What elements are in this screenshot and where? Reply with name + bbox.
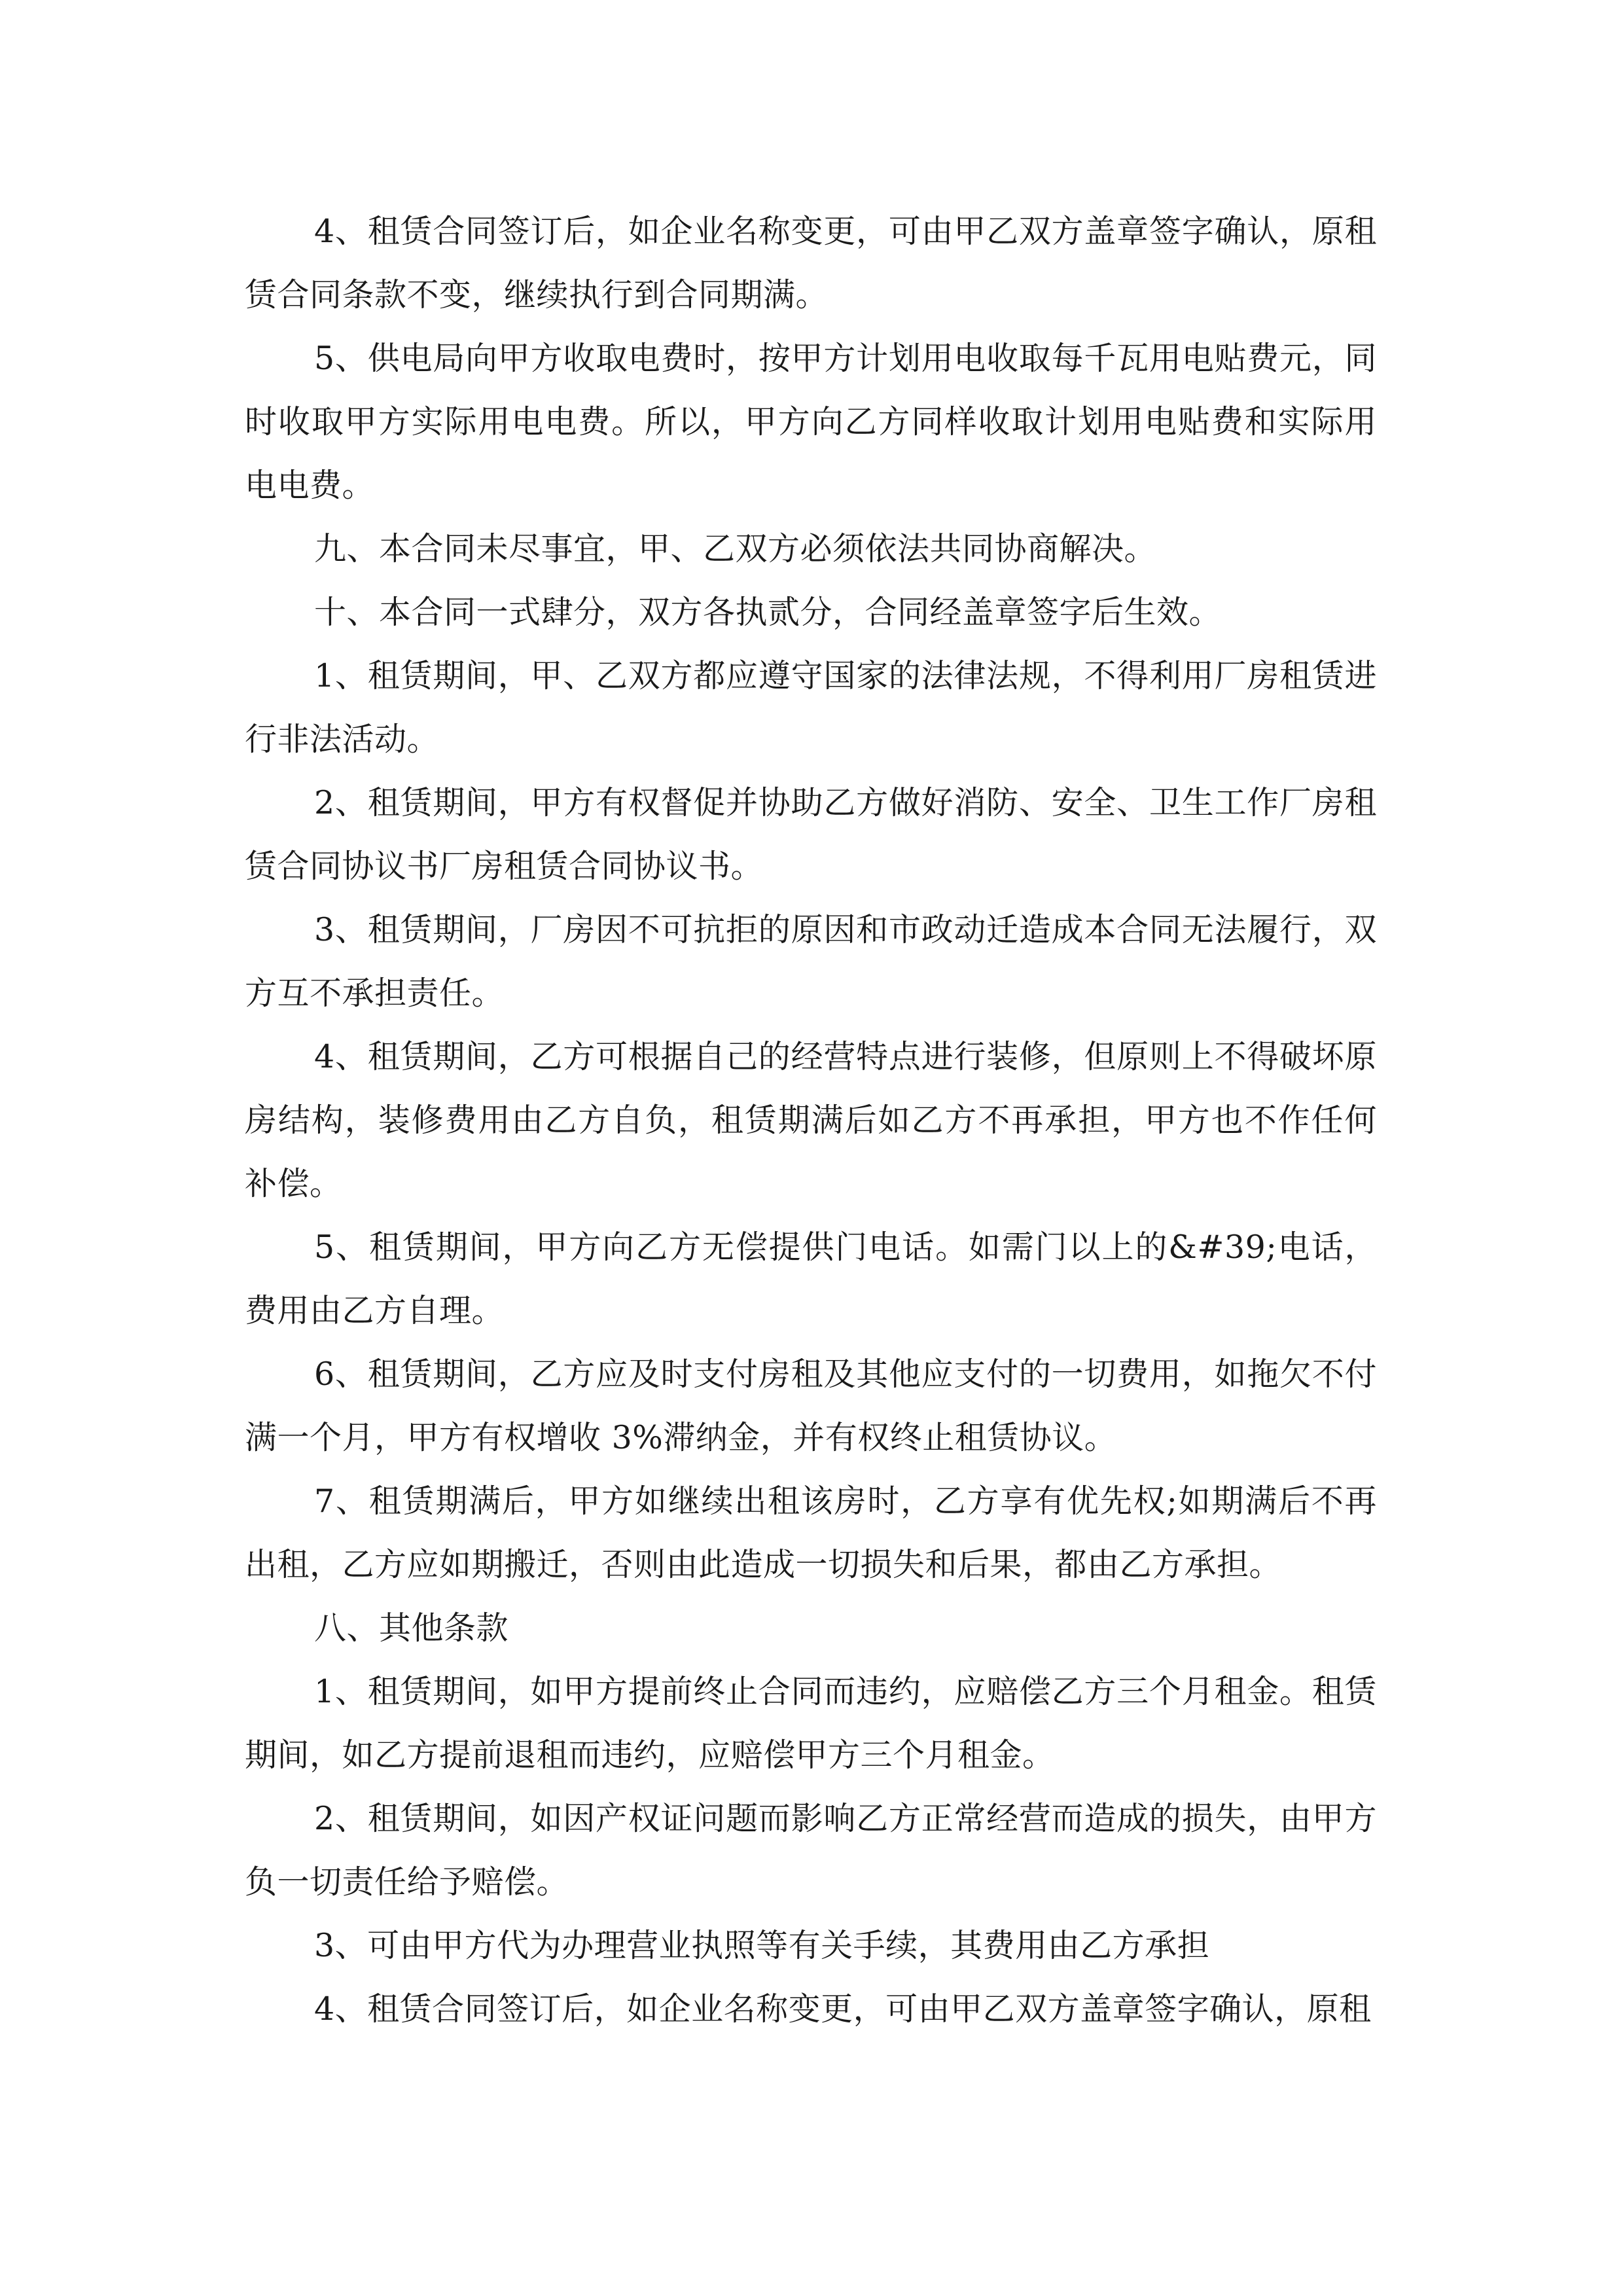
paragraph-lease-7: 7、租赁期满后，甲方如继续出租该房时，乙方享有优先权;如期满后不再出租，乙方应如期搬迁，否则由此造成一切损失和后果，都由乙方承担。 — [245, 1482, 1377, 1583]
paragraph-other-1: 1、租赁期间，如甲方提前终止合同而违约，应赔偿乙方三个月租金。租赁期间，如乙方提前退租而违约，应赔偿甲方三个月租金。 — [245, 1673, 1377, 1774]
paragraph-other-3: 3、可由甲方代为办理营业执照等有关手续，其费用由乙方承担 — [314, 1927, 1210, 1964]
paragraph-article-9: 九、本合同未尽事宜，甲、乙双方必须依法共同协商解决。 — [314, 530, 1157, 567]
paragraph-lease-5: 5、租赁期间，甲方向乙方无偿提供门电话。如需门以上的&#39;电话，费用由乙方自理。 — [245, 1229, 1377, 1329]
paragraph-lease-4: 4、租赁期间，乙方可根据自己的经营特点进行装修，但原则上不得破坏原房结构，装修费用由乙方自负，租赁期满后如乙方不再承担，甲方也不作任何补偿。 — [245, 1038, 1377, 1202]
paragraph-other-2: 2、租赁期间，如因产权证问题而影响乙方正常经营而造成的损失，由甲方负一切责任给予赔偿。 — [245, 1800, 1377, 1901]
paragraph-lease-3: 3、租赁期间，厂房因不可抗拒的原因和市政动迁造成本合同无法履行，双方互不承担责任。 — [245, 911, 1377, 1012]
paragraph-other-4: 4、租赁合同签订后，如企业名称变更，可由甲乙双方盖章签字确认，原租 — [314, 1990, 1372, 2028]
paragraph-lease-6: 6、租赁期间，乙方应及时支付房租及其他应支付的一切费用，如拖欠不付满一个月，甲方有权增收 3%滞纳金，并有权终止租赁协议。 — [245, 1355, 1377, 1456]
paragraph-lease-2: 2、租赁期间，甲方有权督促并协助乙方做好消防、安全、卫生工作厂房租赁合同协议书厂房租赁合同协议书。 — [245, 784, 1377, 885]
document-body — [245, 200, 1377, 2041]
paragraph-clause-5-electricity: 5、供电局向甲方收取电费时，按甲方计划用电收取每千瓦用电贴费元，同时收取甲方实际用电电费。所以，甲方向乙方同样收取计划用电贴费和实际用电电费。 — [245, 340, 1377, 504]
paragraph-lease-1: 1、租赁期间，甲、乙双方都应遵守国家的法律法规，不得利用厂房租赁进行非法活动。 — [245, 657, 1377, 758]
paragraph-article-10: 十、本合同一式肆分，双方各执贰分，合同经盖章签字后生效。 — [314, 594, 1222, 631]
paragraph-clause-4-name-change: 4、租赁合同签订后，如企业名称变更，可由甲乙双方盖章签字确认，原租赁合同条款不变，继续执行到合同期满。 — [245, 213, 1377, 314]
section-heading-article-8: 八、其他条款 — [314, 1609, 509, 1647]
